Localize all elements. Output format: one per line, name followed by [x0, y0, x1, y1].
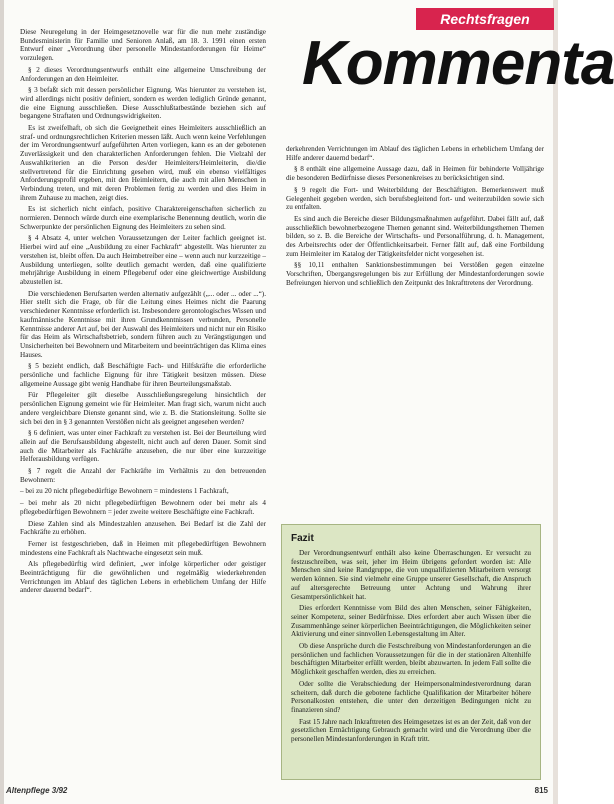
- paragraph: §§ 10,11 enthalten Sanktionsbestimmungen bei Verstößen gegen einzelne Vorschriften, Übergangsregelungen bis zur Erfüllung der Mindestanforderungen sowie Befreiungen hiervon und schließlich den Zeitpunkt des Inkrafttretens der Verordnung.: [286, 261, 544, 287]
- paragraph: § 7 regelt die Anzahl der Fachkräfte im Verhältnis zu den betreuenden Bewohnern:: [20, 467, 266, 484]
- paragraph: – bei mehr als 20 nicht pflegebedürftigen Bewohnern oder bei mehr als 4 pflegebedürftigen Bewohnern = jeder zweite weitere Beschäftigte eine Fachkraft.: [20, 499, 266, 516]
- paragraph: Diese Neuregelung in der Heimgesetznovelle war für die nun mehr zuständige Bundesministerin für Familie und Senioren Anlaß, am 18. 3. 1991 einen ersten Entwurf einer „Verordnung über personelle Mindestanforderungen für Heime“ vorzulegen.: [20, 28, 266, 63]
- footer-magazine: Altenpflege 3/92: [6, 786, 68, 795]
- paragraph: § 4 Absatz 4, unter welchen Voraussetzungen der Leiter fachlich geeignet ist. Hierbei wird auf eine „Ausbildung zu einer Fachkraft“ abgestellt. Was hierunter zu verstehen ist, bleibt offen. Da auch Heimbetreiber eine – wenn auch nur kurzzeitige – Ausbildung unterliegen, sollte deutlich gemacht werden, daß eine qualifizierte mehrjährige Ausbildung in einem Pflegeberuf oder eine gleichwertige Ausbildung abzustellen ist.: [20, 234, 266, 286]
- fazit-paragraph: Dies erfordert Kenntnisse vom Bild des alten Menschen, seiner Fähigkeiten, seiner Kompetenz, seiner Bedürfnisse. Dies erfordert aber auch Wissen über die Zusammenhänge seiner körperlichen Beeinträchtigungen, die Möglichkeiten seiner Aktivierung und einer sinnvollen Lebensgestaltung im Alter.: [291, 604, 531, 639]
- left-column: [20, 28, 266, 780]
- paragraph: Es ist zweifelhaft, ob sich die Geeignetheit eines Heimleiters ausschließlich an straf- und ordnungsrechtlichen Kriterien messen läßt. Auch wenn keine Verfehlungen der im Verordnungsentwurf aufgeführten Arten vorliegen, kann es an der gebotenen Zuverlässigkeit und den charakterlichen Anforderungen fehlen. Die Vielzahl der Auswahlkriterien an die Person des/der Heimleiters/Heimleiterin, die/die stellvertretend für die Einrichtung gesehen wird, muß ein ebenso vielfältiges Anforderungsprofil ergeben, mit den Heimleitern, die auch mit allen Menschen in Verbindung treten, und mit deren Problemen fertig zu werden und dies Heim in ihrem Zuhause zu machen, zeigt dies.: [20, 124, 266, 202]
- paragraph: Die verschiedenen Berufsarten werden alternativ aufgezählt („... oder ... oder ...“). Hier stellt sich die Frage, ob für die Leitung eines Heimes nicht die Paarung verschiedener Kenntnisse erforderlich ist. Insbesondere gerontologisches Wissen und kaufmännische Kenntnisse mit ihren Grundkenntnissen verbunden, Personelle Kenntnisse anderer Art auf, bei der Auswahl des Heimleiters und nicht nur ein Risiko für das Heim als Wirtschaftsbetrieb, sondern führen auch zu Verängstigungen und Unsicherheiten bei Bewohnern und Mitarbeitern und beeinträchtigen das Klima eines Hauses.: [20, 289, 266, 359]
- paragraph: Es sind auch die Bereiche dieser Bildungsmaßnahmen aufgeführt. Dabei fällt auf, daß ausschließlich bewohnerbezogene Themen genannt sind. Weiterbildungsthemen Themen bilden, so z. B. die Bereiche der Wirtschafts- und Personalführung, d. h. Management, des Arbeitsrechts oder der Öffentlichkeitsarbeit. Ferner fällt auf, daß eine Fortbildung zum Heimleiter im Katalog der Tätigkeitsfelder nicht vorgesehen ist.: [286, 214, 544, 258]
- fazit-text: [291, 549, 531, 744]
- paragraph: Es ist sicherlich nicht einfach, positive Charaktereigenschaften sicherlich zu normieren. Dennoch würde durch eine exemplarische Benennung deutlich, worin die Schwerpunkte der persönlichen Eignung des Heimleiters zu sehen sind.: [20, 205, 266, 231]
- fazit-paragraph: Ob diese Ansprüche durch die Festschreibung von Mindestanforderungen an die persönlichen und fachlichen Voraussetzungen für die in der stationären Altenhilfe beschäftigten Mitarbeiter erfüllt werden, bleibt abzuwarten. In jedem Fall sollte die Möglichkeit geschaffen werden, dies zu erreichen.: [291, 642, 531, 677]
- section-badge: Rechtsfragen: [416, 8, 554, 30]
- page-edge-right: [553, 0, 558, 804]
- page-number: 815: [534, 786, 548, 795]
- paragraph: § 8 enthält eine allgemeine Aussage dazu, daß in Heimen für behinderte Volljährige die besonderen Bedürfnisse dieses Personenkreises zu berücksichtigen sind.: [286, 165, 544, 183]
- paragraph: § 2 dieses Verordnungsentwurfs enthält eine allgemeine Umschreibung der Anforderungen an den Heimleiter.: [20, 65, 266, 83]
- fazit-paragraph: Fast 15 Jahre nach Inkrafttreten des Heimgesetzes ist es an der Zeit, daß von der gesetzlichen Ermächtigung Gebrauch gemacht wird und die Verordnung über die personellen Mindestanforderungen in Kraft tritt.: [291, 717, 531, 744]
- paragraph: § 5 bezieht endlich, daß Beschäftigte Fach- und Hilfskräfte die erforderliche persönliche und fachliche Eignung für ihre Tätigkeit besitzen müssen. Diese allgemeine Aussage gibt wenig Handhabe für ihren Beurteilungsmaßstab.: [20, 362, 266, 388]
- paragraph: Diese Zahlen sind als Mindestzahlen anzusehen. Bei Bedarf ist die Zahl der Fachkräfte zu erhöhen.: [20, 519, 266, 537]
- paragraph: derkehrenden Verrichtungen im Ablauf des täglichen Lebens in erheblichem Umfang der Hilfe anderer dauernd bedarf“.: [286, 145, 544, 162]
- fazit-title: Fazit: [291, 533, 314, 544]
- paragraph: Für Pflegeleiter gilt dieselbe Ausschließungsregelung hinsichtlich der persönlichen Eignung gemeint wie für Heimleiter. Man fragt sich, warum nicht auch andere vergleichbare Dienste genannt sind, wie z. B. die Stationsleitung. Sollte sie sich bei den in § 3 genannten Verstößen nicht als geeignet angesehen werden?: [20, 391, 266, 426]
- paragraph: § 3 befaßt sich mit dessen persönlicher Eignung. Was hierunter zu verstehen ist, wird allerdings nicht positiv definiert, sondern es werden lediglich Gründe genannt, die eine Eignung ausschließen. Diese Ausschlußtatbestände beziehen sich auf begangene Straftaten und Ordnungswidrigkeiten.: [20, 86, 266, 121]
- headline: Kommenta: [302, 29, 614, 98]
- page-edge-left: [0, 0, 4, 804]
- paragraph: – bei zu 20 nicht pflegebedürftige Bewohnern = mindestens 1 Fachkraft,: [20, 487, 229, 496]
- paragraph: § 9 regelt die Fort- und Weiterbildung der Beschäftigten. Bemerkenswert muß Gelegenheit gegeben werden, sich berufsbegleitend fort- und weiterzubilden sowie sich zu entfalten.: [286, 185, 544, 212]
- fazit-paragraph: Oder sollte die Verabschiedung der Heimpersonalmindestverordnung daran scheitern, daß durch die gebotene fachliche Qualifikation der Mitarbeiter höhere Personalkosten entstehen, die unter den derzeitigen Bedingungen nicht zu finanzieren sind?: [291, 679, 531, 714]
- fazit-paragraph: Der Verordnungsentwurf enthält also keine Überraschungen. Er versucht zu festzuschreiben, was seit, jeher im Heim übrigens gefordert worden ist: Alle Menschen sind keine Randgruppe, die von unqualifizierten Mitarbeitern versorgt werden können. Sie sind vielmehr eine Gruppe unserer Gesellschaft, die Anspruch auf altersgerechte Betreuung unter Achtung und Wahrung ihrer Gesamtpersönlichkeit hat.: [291, 549, 531, 601]
- paragraph: § 6 definiert, was unter einer Fachkraft zu verstehen ist. Bei der Beurteilung wird allein auf die Berufsausbildung abgestellt, nicht auch auf deren Dauer. Somit sind auch die Mitarbeiter als Fachkräfte anzusehen, die nur über eine kurzzeitige Helferausbildung verfügen.: [20, 429, 266, 464]
- right-column: [286, 145, 544, 452]
- fazit-box: [281, 524, 541, 780]
- paragraph: Als pflegebedürftig wird definiert, „wer infolge körperlicher oder geistiger Beeinträchtigung für die gewöhnlichen und regelmäßig wiederkehrenden Verrichtungen im Ablauf des täglichen Lebens in erheblichem Umfang der Hilfe anderer dauernd bedarf“.: [20, 560, 266, 595]
- paragraph: Ferner ist festgeschrieben, daß in Heimen mit pflegebedürftigen Bewohnern mindestens eine Fachkraft als Nachtwache eingesetzt sein muß.: [20, 539, 266, 557]
